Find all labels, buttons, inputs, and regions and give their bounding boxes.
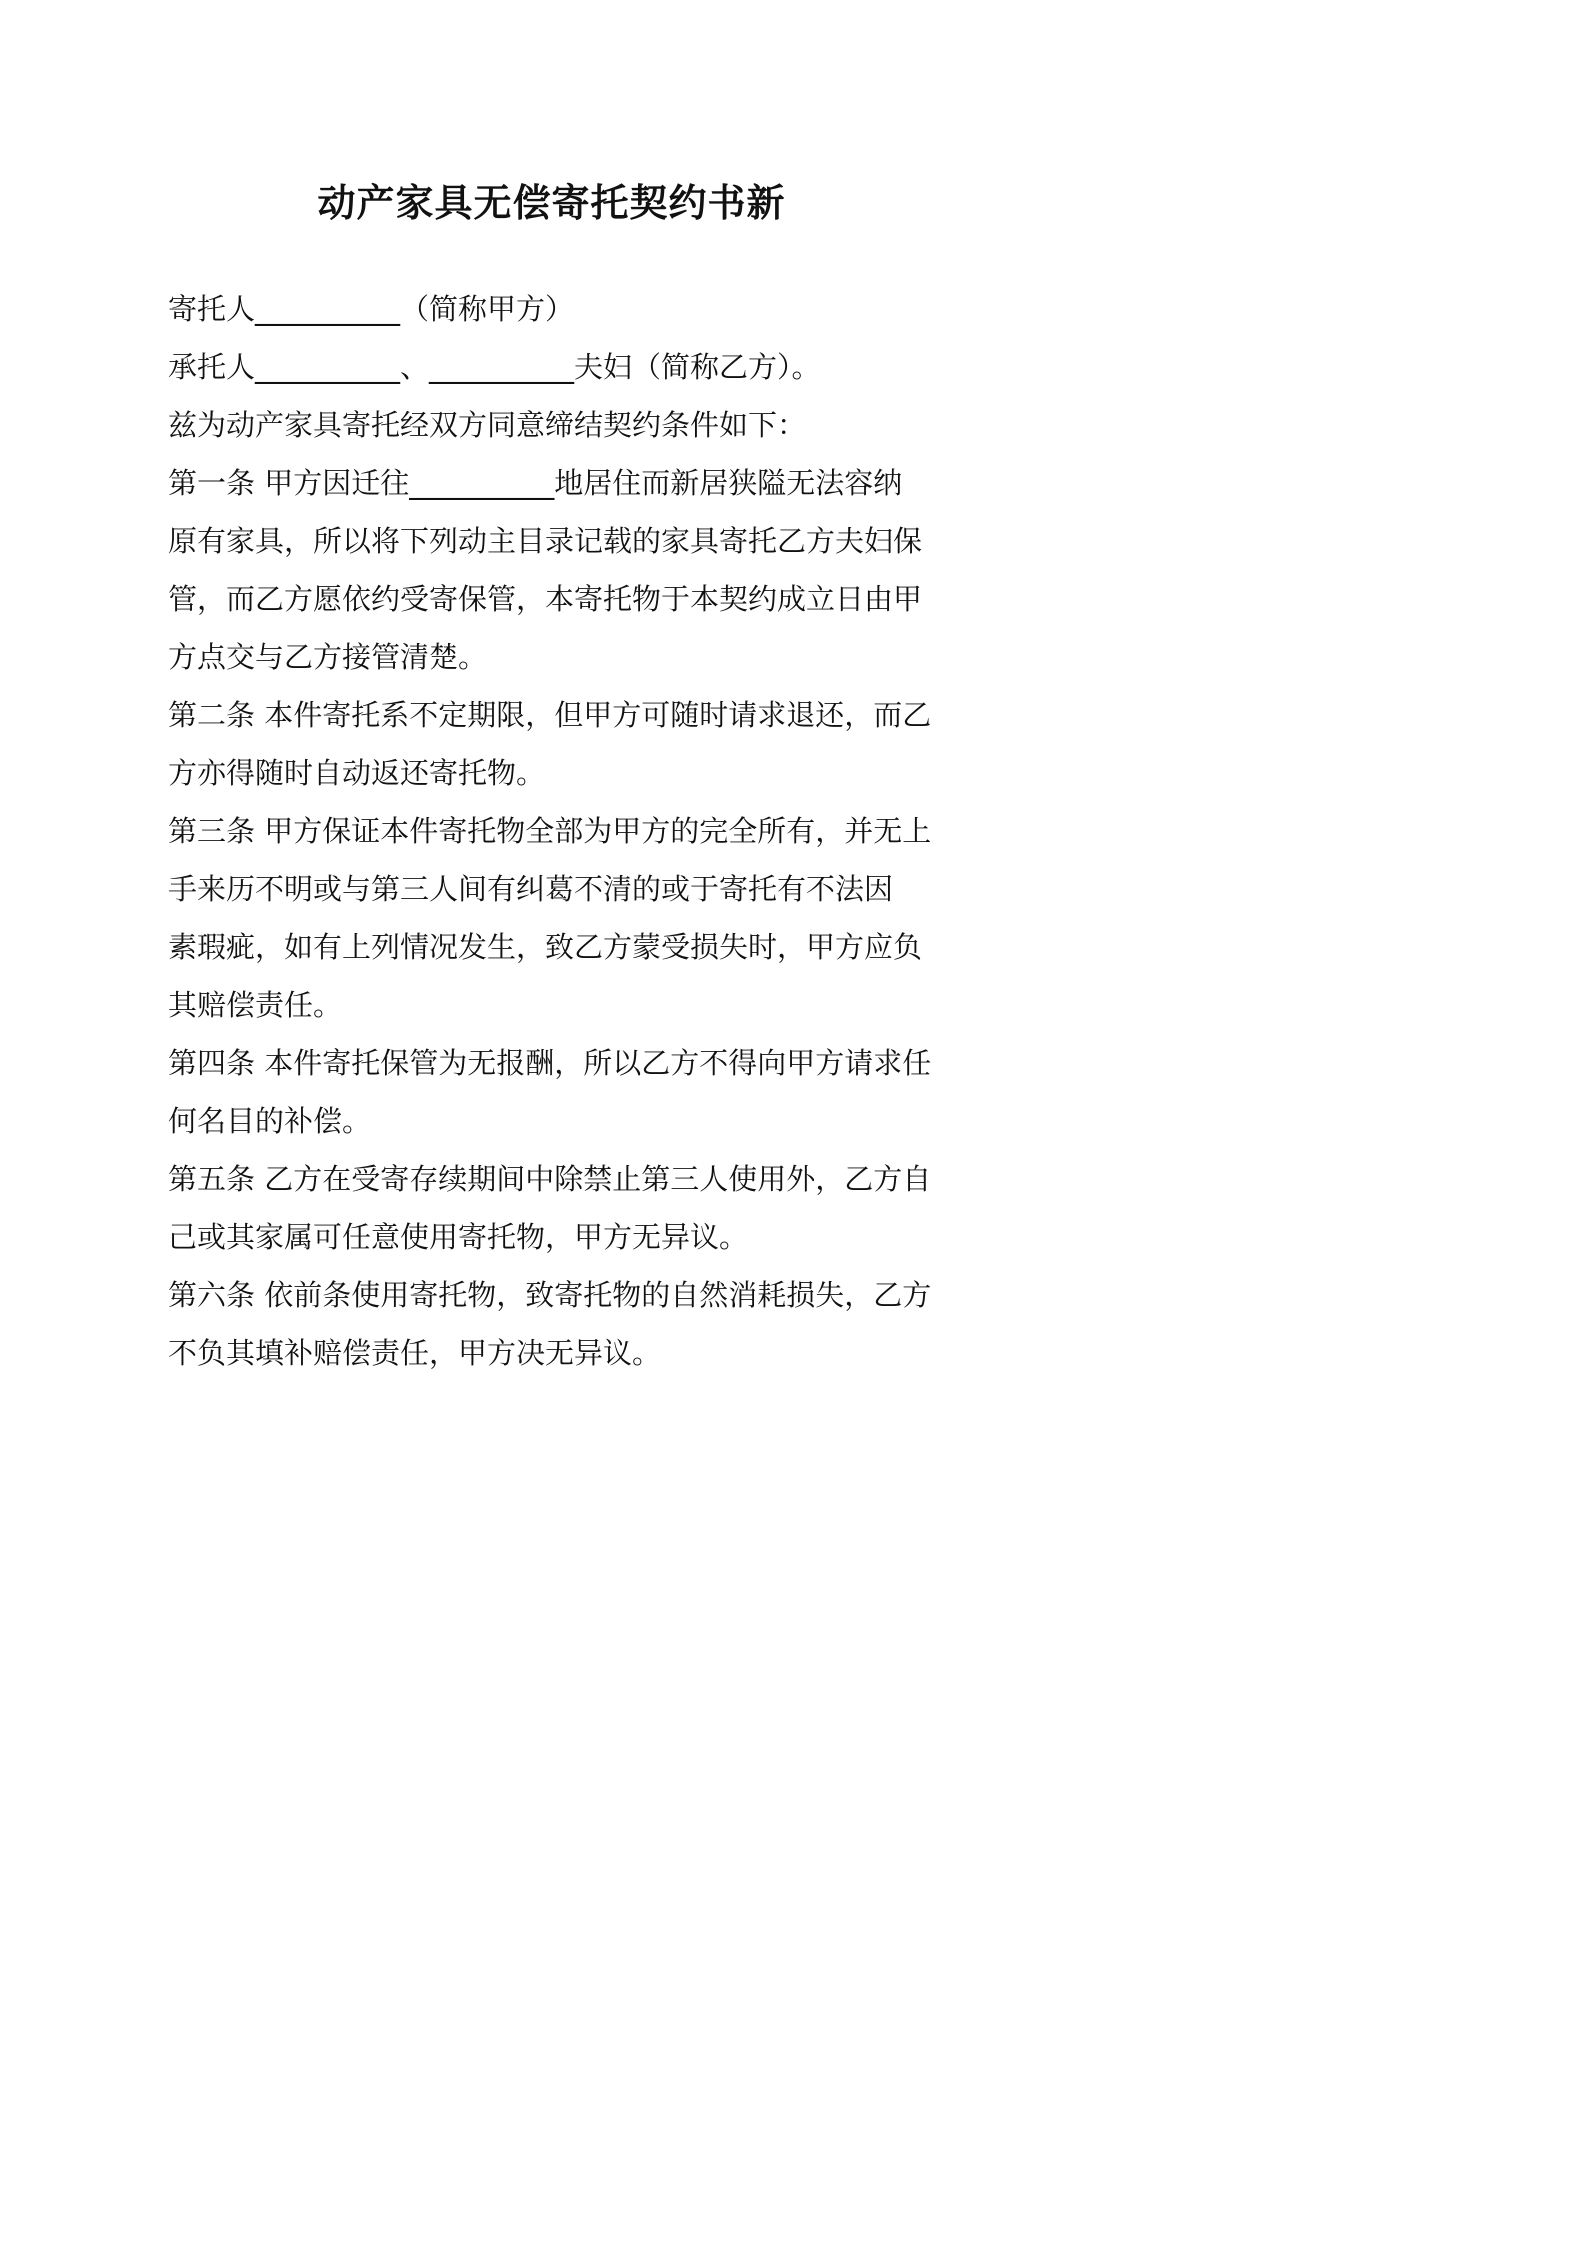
- article-3-line-4: 其赔偿责任。: [168, 988, 343, 1022]
- article-5-line-1: 第五条 乙方在受寄存续期间中除禁止第三人使用外，乙方自: [168, 1162, 932, 1196]
- article-3-line-2: 手来历不明或与第三人间有纠葛不清的或于寄托有不法因: [168, 872, 894, 906]
- article-5-line-2: 己或其家属可任意使用寄托物，甲方无异议。: [168, 1220, 749, 1254]
- article-2-line-2: 方亦得随时自动返还寄托物。: [168, 756, 546, 790]
- document-body: [168, 280, 948, 1382]
- article-6-line-1: 第六条 依前条使用寄托物，致寄托物的自然消耗损失，乙方: [168, 1278, 932, 1312]
- document-page: [0, 0, 1103, 1560]
- article-1-line-1: 第一条 甲方因迁往__________地居住而新居狭隘无法容纳: [168, 466, 903, 500]
- article-3-line-1: 第三条 甲方保证本件寄托物全部为甲方的完全所有，并无上: [168, 814, 932, 848]
- article-1-line-2: 原有家具，所以将下列动主目录记载的家具寄托乙方夫妇保: [168, 524, 923, 558]
- document-title: 动产家具无偿寄托契约书新: [317, 181, 786, 225]
- article-1-line-4: 方点交与乙方接管清楚。: [168, 640, 488, 674]
- article-3-line-3: 素瑕疵，如有上列情况发生，致乙方蒙受损失时，甲方应负: [168, 930, 923, 964]
- party-b-line: 承托人__________、__________夫妇（简称乙方）。: [168, 350, 821, 384]
- article-4-line-2: 何名目的补偿。: [168, 1104, 372, 1138]
- article-4-line-1: 第四条 本件寄托保管为无报酬，所以乙方不得向甲方请求任: [168, 1046, 932, 1080]
- article-1-line-3: 管，而乙方愿依约受寄保管，本寄托物于本契约成立日由甲: [168, 582, 923, 616]
- article-2-line-1: 第二条 本件寄托系不定期限，但甲方可随时请求退还，而乙: [168, 698, 932, 732]
- party-a-line: 寄托人__________（简称甲方）: [168, 292, 575, 326]
- preamble-line: 兹为动产家具寄托经双方同意缔结契约条件如下：: [168, 408, 807, 442]
- article-6-line-2: 不负其填补赔偿责任，甲方决无异议。: [168, 1336, 662, 1370]
